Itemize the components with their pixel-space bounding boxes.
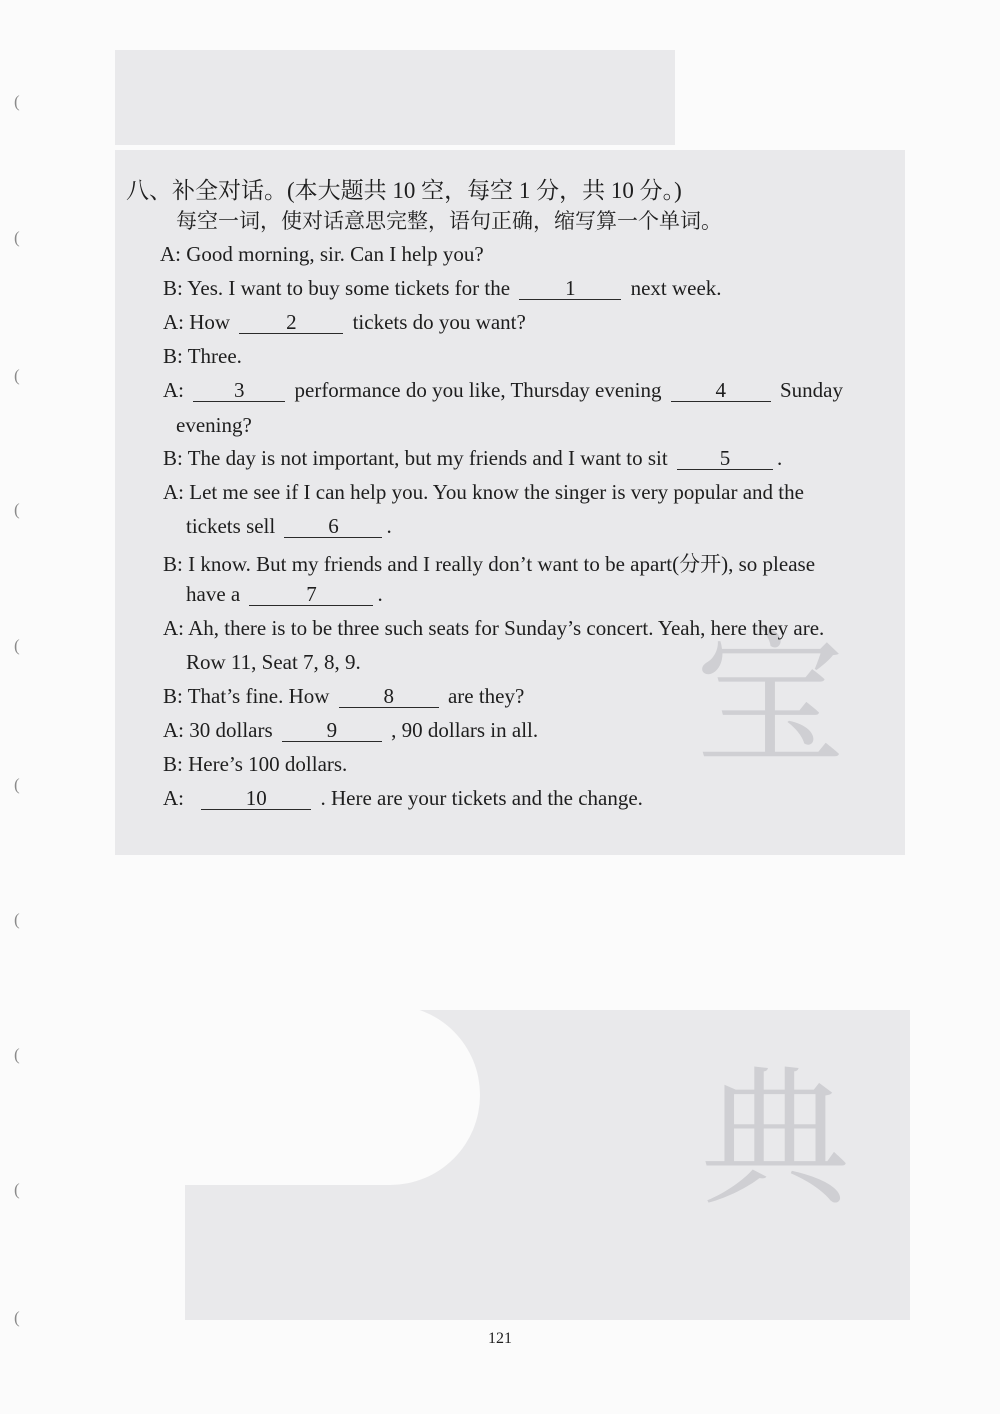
line-text: .	[377, 582, 383, 606]
dialogue-line	[163, 786, 643, 811]
line-text: A: 30 dollars	[163, 718, 273, 742]
dialogue-line	[186, 582, 383, 607]
line-text: A: Let me see if I can help you. You know the singer is very popular and the	[163, 480, 804, 504]
line-text: Sunday	[780, 378, 843, 402]
line-text: A: How	[163, 310, 231, 334]
answer-blank[interactable]: 1	[519, 277, 621, 300]
dialogue-line	[163, 480, 804, 505]
binder-mark: (	[14, 366, 20, 385]
dialogue-line	[163, 378, 843, 403]
answer-blank[interactable]: 8	[339, 685, 439, 708]
line-text: B: Three.	[163, 344, 242, 368]
dialogue-line	[163, 684, 524, 709]
dialogue-line	[163, 752, 347, 777]
answer-blank[interactable]: 9	[282, 719, 382, 742]
dialogue-line	[160, 242, 484, 267]
line-text: next week.	[630, 276, 722, 300]
line-text: B: The day is not important, but my friends and I want to sit	[163, 446, 668, 470]
dialogue-line	[176, 413, 252, 438]
line-text: evening?	[176, 413, 252, 437]
dialogue-line	[163, 446, 782, 471]
line-text: tickets sell	[186, 514, 276, 538]
section-instruction: 每空一词，使对话意思完整，语句正确，缩写算一个单词。	[176, 209, 722, 233]
binder-mark: (	[14, 1045, 20, 1064]
line-text: , 90 dollars in all.	[391, 718, 539, 742]
binder-mark: (	[14, 910, 20, 929]
line-text: A:	[163, 378, 184, 402]
page-number: 121	[488, 1330, 512, 1347]
line-text: B: Here’s 100 dollars.	[163, 752, 348, 776]
scan-shading-notch	[180, 1005, 480, 1185]
answer-blank[interactable]: 7	[249, 583, 373, 606]
binder-mark: (	[14, 92, 20, 111]
dialogue-line	[163, 616, 824, 641]
line-text: .	[776, 446, 783, 470]
line-text: A: Good morning, sir. Can I help you?	[160, 242, 484, 266]
scan-shading-top	[115, 50, 675, 145]
binder-mark: (	[14, 228, 20, 247]
line-text: A:	[163, 786, 184, 810]
dialogue-line	[163, 310, 526, 335]
line-text: B: Yes. I want to buy some tickets for the	[163, 276, 511, 300]
line-text: are they?	[447, 684, 525, 708]
binder-mark: (	[14, 1308, 20, 1327]
line-text: tickets do you want?	[352, 310, 526, 334]
dialogue-line	[186, 514, 392, 539]
line-text: .	[386, 514, 392, 538]
answer-blank[interactable]: 3	[193, 379, 285, 402]
line-text: . Here are your tickets and the change.	[320, 786, 643, 810]
binder-mark: (	[14, 1180, 20, 1199]
binder-mark: (	[14, 636, 20, 655]
watermark-glyph-bao: 宝	[695, 613, 846, 787]
line-text: Row 11, Seat 7, 8, 9.	[186, 650, 361, 674]
dialogue-line	[163, 548, 815, 578]
dialogue-line	[186, 650, 361, 675]
line-text: B: That’s fine. How	[163, 684, 330, 708]
binder-mark: (	[14, 775, 20, 794]
answer-blank[interactable]: 6	[284, 515, 382, 538]
dialogue-line	[163, 276, 722, 301]
section-heading: 八、补全对话。(本大题共 10 空，每空 1 分，共 10 分。)	[126, 178, 682, 203]
answer-blank[interactable]: 10	[201, 787, 311, 810]
line-text: B: I know. But my friends and I really don’t want to be apart(分开), so please	[163, 552, 816, 576]
watermark-glyph-dian: 典	[700, 1053, 851, 1227]
answer-blank[interactable]: 5	[677, 447, 773, 470]
answer-blank[interactable]: 4	[671, 379, 771, 402]
dialogue-line	[163, 344, 242, 369]
dialogue-line	[163, 718, 538, 743]
line-text: performance do you like, Thursday evening	[294, 378, 662, 402]
answer-blank[interactable]: 2	[239, 311, 343, 334]
line-text: A: Ah, there is to be three such seats for Sunday’s concert. Yeah, here they are.	[163, 616, 825, 640]
line-text: have a	[186, 582, 241, 606]
binder-mark: (	[14, 500, 20, 519]
